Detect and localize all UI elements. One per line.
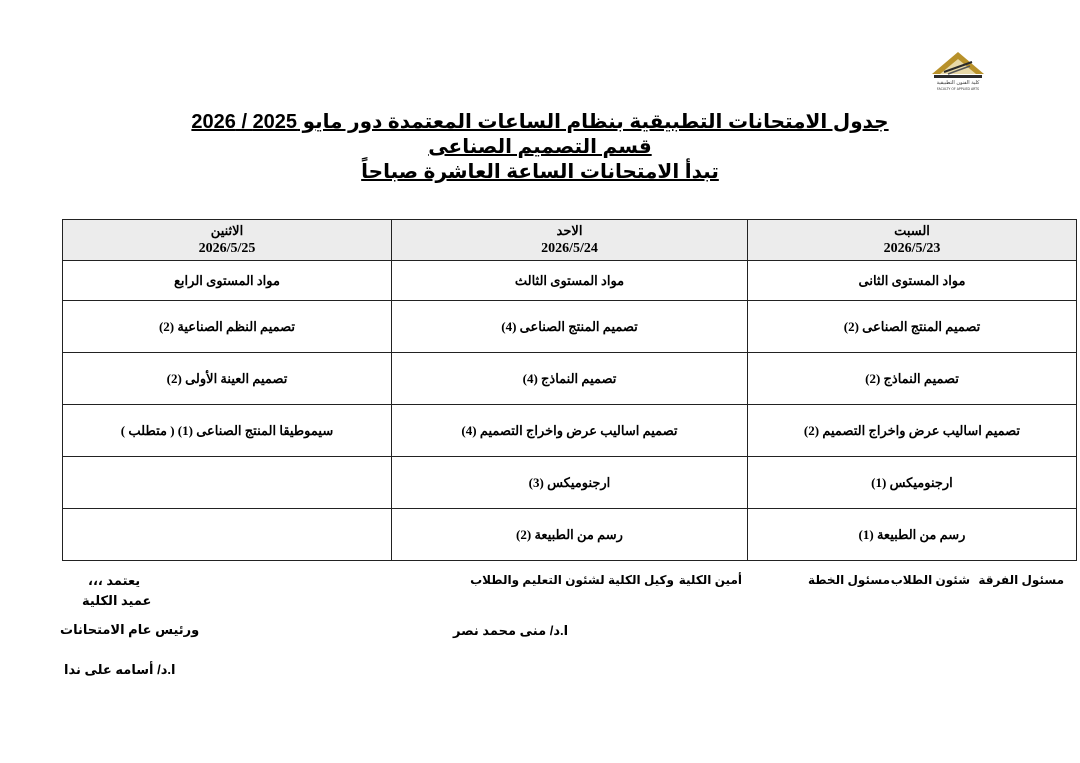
table-row (63, 509, 1077, 561)
dean-title: عميد الكلية (82, 593, 152, 608)
subject-cell: رسم من الطبيعة (2) (392, 509, 748, 561)
signature-student-affairs: شئون الطلاب (890, 573, 970, 587)
signature-vice-dean: وكيل الكلية لشئون التعليم والطلاب (470, 573, 674, 587)
subject-cell: رسم من الطبيعة (1) (748, 509, 1077, 561)
logo-caption-ar: كلية الفنون التطبيقية (936, 80, 980, 86)
level-cell: مواد المستوى الثالث (392, 261, 748, 301)
subject-cell: تصميم العينة الأولى (2) (63, 353, 392, 405)
subject-cell: تصميم النماذج (2) (748, 353, 1077, 405)
day-name: الاثنين (210, 223, 244, 238)
exam-head-title: ورئيس عام الامتحانات (60, 622, 200, 637)
subject-cell: سيموطيقا المنتج الصناعى (1) ( متطلب ) (63, 405, 392, 457)
day-header (63, 220, 392, 261)
subject-cell (63, 509, 392, 561)
table-row (63, 301, 1077, 353)
subject-cell (63, 457, 392, 509)
level-cell: مواد المستوى الثانى (748, 261, 1077, 301)
exam-schedule-table (62, 219, 1077, 561)
faculty-logo-icon (926, 48, 990, 94)
signature-class-officer: مسئول الفرقة (978, 573, 1064, 587)
subject-cell: تصميم اساليب عرض واخراج التصميم (2) (748, 405, 1077, 457)
subject-cell: ارجنوميكس (3) (392, 457, 748, 509)
table-row (63, 457, 1077, 509)
table-row (63, 353, 1077, 405)
approval-note: يعتمد ،،، (88, 573, 141, 588)
subject-cell: تصميم المنتج الصناعى (4) (392, 301, 748, 353)
table-header-row (63, 220, 1077, 261)
day-header (392, 220, 748, 261)
table-row (63, 405, 1077, 457)
subject-cell: ارجنوميكس (1) (748, 457, 1077, 509)
day-name: الاحد (556, 223, 583, 238)
vice-dean-name: ا.د/ منى محمد نصر (453, 623, 569, 638)
page-title: جدول الامتحانات التطبيقية بنظام الساعات المعتمدة دور مايو 2025 / 2026 (191, 111, 889, 133)
signature-plan-officer: مسئول الخطة (807, 573, 890, 587)
signature-faculty-secretary: أمين الكلية (678, 573, 742, 587)
subject-cell: تصميم اساليب عرض واخراج التصميم (4) (392, 405, 748, 457)
day-date: 2026/5/24 (541, 241, 598, 256)
day-date: 2026/5/23 (883, 241, 941, 256)
day-name: السبت (894, 223, 930, 238)
start-time-note: تبدأ الامتحانات الساعة العاشرة صباحاً (361, 161, 719, 183)
day-date: 2026/5/25 (198, 241, 256, 256)
subject-cell: تصميم المنتج الصناعى (2) (748, 301, 1077, 353)
department-title: قسم التصميم الصناعى (428, 136, 652, 158)
day-header (748, 220, 1077, 261)
logo-caption-en: FACULTY OF APPLIED ARTS (936, 87, 980, 91)
subject-cell: تصميم النظم الصناعية (2) (63, 301, 392, 353)
dean-name: ا.د/ أسامه على ندا (64, 662, 176, 677)
level-cell: مواد المستوى الرابع (63, 261, 392, 301)
subject-cell: تصميم النماذج (4) (392, 353, 748, 405)
level-row (63, 261, 1077, 301)
